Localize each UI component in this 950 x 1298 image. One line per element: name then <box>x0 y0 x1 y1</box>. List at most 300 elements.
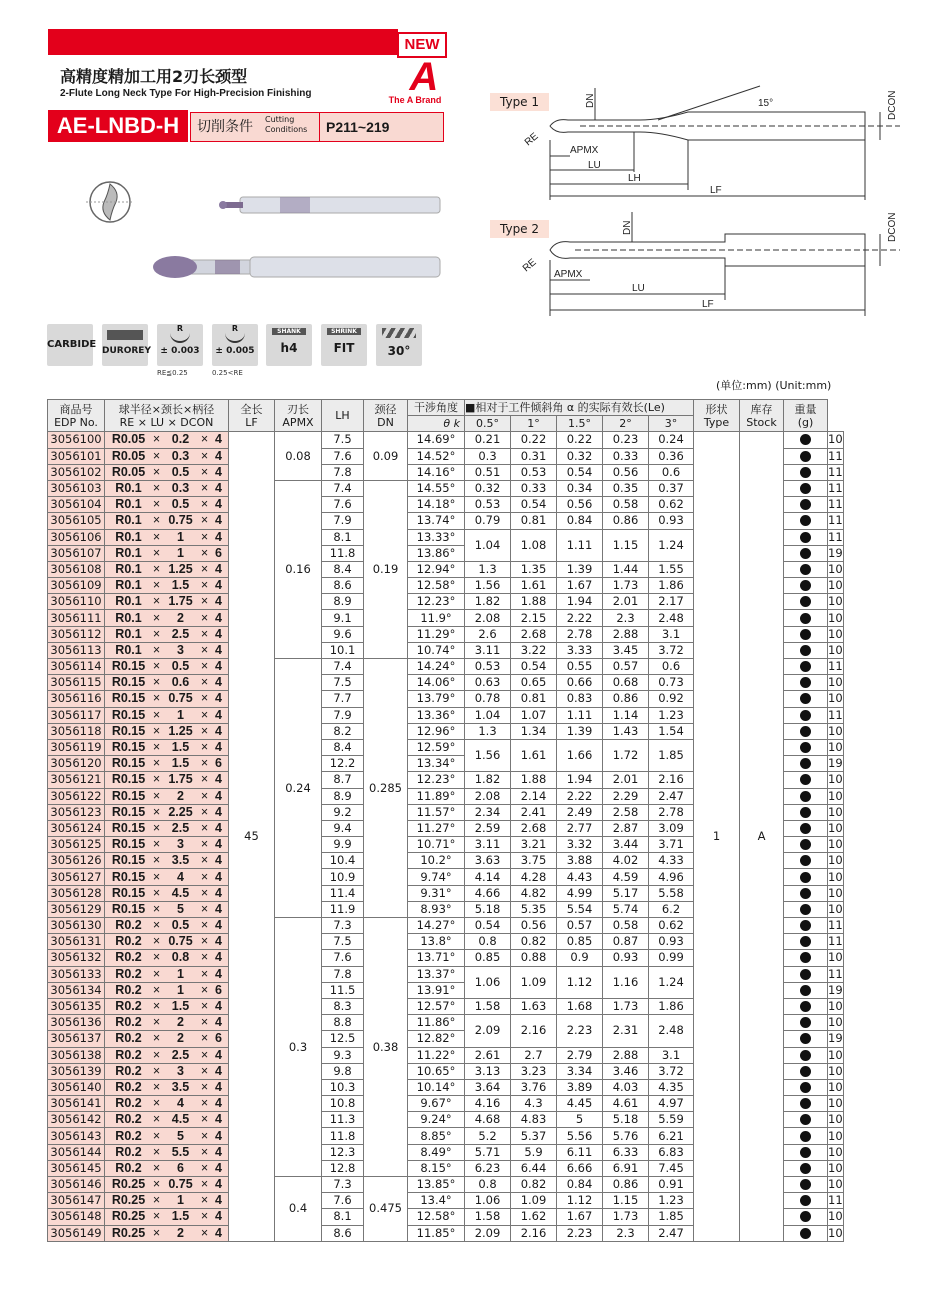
le-cell: 3.72 <box>649 1063 694 1079</box>
le-cell: 2.17 <box>649 594 694 610</box>
stock-dot-icon <box>800 451 811 462</box>
unit-note: (单位:mm) (Unit:mm) <box>716 379 832 392</box>
weight-cell: 10 <box>828 788 843 803</box>
times-sign: × <box>200 513 209 528</box>
type1-label: Type 1 <box>490 93 549 111</box>
times-sign: × <box>152 448 161 463</box>
size-dc: 4 <box>215 513 222 528</box>
le-cell: 2.08 <box>465 788 511 804</box>
size-dc: 4 <box>215 448 222 463</box>
stock-cell <box>784 934 828 950</box>
size-cell <box>105 1225 229 1241</box>
le-cell: 1.23 <box>649 707 694 723</box>
size-lu: 1.75 <box>168 594 193 609</box>
le-cell: 3.44 <box>603 837 649 853</box>
lh-cell: 11.4 <box>322 885 364 901</box>
size-re: R0.2 <box>115 1112 142 1127</box>
lh-cell: 8.9 <box>322 788 364 804</box>
le-cell: 4.45 <box>557 1096 603 1112</box>
size-lu: 0.6 <box>171 675 190 690</box>
times-sign: × <box>152 481 161 496</box>
le-cell: 0.68 <box>603 675 649 691</box>
theta-cell: 9.31° <box>408 885 465 901</box>
size-re: R0.1 <box>115 578 142 593</box>
stock-dot-icon <box>800 1017 811 1028</box>
times-sign: × <box>152 513 161 528</box>
weight-cell: 11 <box>828 659 843 674</box>
dimension-diagrams <box>520 80 920 320</box>
edp-cell: 3056132 <box>48 950 105 966</box>
stock-cell <box>784 950 828 966</box>
le-cell: 0.58 <box>603 497 649 513</box>
stock-dot-icon <box>800 532 811 543</box>
le-cell: 4.83 <box>511 1112 557 1128</box>
le-cell: 0.79 <box>465 513 511 529</box>
theta-cell: 12.58° <box>408 578 465 594</box>
lh-cell: 8.3 <box>322 998 364 1014</box>
size-dc: 4 <box>215 1079 222 1094</box>
le-cell: 6.2 <box>649 901 694 917</box>
times-sign: × <box>152 707 161 722</box>
theta-cell: 11.85° <box>408 1225 465 1241</box>
size-dc: 4 <box>215 950 222 965</box>
dn-label-1: DN <box>585 93 596 108</box>
col-lh: LH <box>322 400 364 432</box>
size-cell <box>105 1193 229 1209</box>
edp-cell: 3056119 <box>48 739 105 755</box>
size-re: R0.05 <box>111 432 146 447</box>
new-badge: NEW <box>397 32 447 58</box>
theta-cell: 14.24° <box>408 659 465 675</box>
stock-cell <box>784 853 828 869</box>
size-dc: 4 <box>215 1112 222 1127</box>
stock-cell <box>784 837 828 853</box>
size-re: R0.15 <box>111 707 146 722</box>
times-sign: × <box>152 901 161 916</box>
le-cell: 0.32 <box>557 448 603 464</box>
theta-cell: 14.06° <box>408 675 465 691</box>
size-lu: 0.75 <box>168 513 193 528</box>
cond-cn: 切削条件 <box>197 119 253 135</box>
weight-cell: 10 <box>828 772 843 787</box>
edp-cell: 3056118 <box>48 723 105 739</box>
lh-cell: 9.3 <box>322 1047 364 1063</box>
size-dc: 4 <box>215 772 222 787</box>
le-cell: 6.23 <box>465 1160 511 1176</box>
lh-cell: 12.3 <box>322 1144 364 1160</box>
le-cell: 2.23 <box>557 1015 603 1047</box>
times-sign: × <box>200 723 209 738</box>
weight-cell: 10 <box>828 885 843 900</box>
edp-cell: 3056113 <box>48 642 105 658</box>
edp-cell: 3056100 <box>48 432 105 448</box>
size-lu: 1.5 <box>171 578 190 593</box>
le-cell: 2.41 <box>511 804 557 820</box>
stock-cell <box>784 918 828 934</box>
le-cell: 2.29 <box>603 788 649 804</box>
size-cell <box>105 837 229 853</box>
size-re: R0.15 <box>111 820 146 835</box>
edp-cell: 3056114 <box>48 659 105 675</box>
theta-cell: 12.58° <box>408 1209 465 1225</box>
size-dc: 6 <box>215 982 222 997</box>
size-dc: 4 <box>215 723 222 738</box>
le-cell: 2.15 <box>511 610 557 626</box>
size-lu: 2 <box>177 1225 184 1240</box>
theta-cell: 14.55° <box>408 480 465 496</box>
edp-cell: 3056135 <box>48 998 105 1014</box>
le-cell: 2.16 <box>511 1225 557 1241</box>
le-cell: 0.6 <box>649 659 694 675</box>
lh-cell: 7.8 <box>322 966 364 982</box>
stock-cell <box>784 998 828 1014</box>
size-dc: 4 <box>215 529 222 544</box>
times-sign: × <box>200 675 209 690</box>
stock-dot-icon <box>800 677 811 688</box>
edp-cell: 3056103 <box>48 480 105 496</box>
stock-cell <box>784 1128 828 1144</box>
theta-cell: 9.24° <box>408 1112 465 1128</box>
weight-cell: 10 <box>828 1015 843 1030</box>
stock-cell <box>784 1144 828 1160</box>
le-cell: 0.63 <box>465 675 511 691</box>
size-re: R0.15 <box>111 659 146 674</box>
stock-cell <box>784 561 828 577</box>
size-re: R0.1 <box>115 529 142 544</box>
size-re: R0.1 <box>115 497 142 512</box>
le-cell: 0.99 <box>649 950 694 966</box>
le-cell: 5.18 <box>465 901 511 917</box>
size-lu: 1.5 <box>171 1209 190 1224</box>
size-lu: 6 <box>177 1160 184 1175</box>
weight-cell: 11 <box>828 497 843 512</box>
edp-cell: 3056144 <box>48 1144 105 1160</box>
stock-cell <box>784 1193 828 1209</box>
stock-cell <box>784 982 828 998</box>
times-sign: × <box>200 837 209 852</box>
edp-cell: 3056126 <box>48 853 105 869</box>
le-cell: 6.83 <box>649 1144 694 1160</box>
times-sign: × <box>152 1225 161 1240</box>
weight-cell: 10 <box>828 869 843 884</box>
times-sign: × <box>152 642 161 657</box>
le-cell: 3.1 <box>649 1047 694 1063</box>
le-cell: 2.78 <box>557 626 603 642</box>
theta-cell: 12.57° <box>408 998 465 1014</box>
weight-cell: 10 <box>828 853 843 868</box>
weight-cell: 10 <box>828 1209 843 1224</box>
col-stock: 库存 Stock <box>740 400 784 432</box>
times-sign: × <box>200 1177 209 1192</box>
le-cell: 3.11 <box>465 837 511 853</box>
le-cell: 0.82 <box>511 1177 557 1193</box>
times-sign: × <box>152 594 161 609</box>
tolerance-005-badge: R ± 0.005 <box>212 324 258 366</box>
size-re: R0.2 <box>115 950 142 965</box>
times-sign: × <box>200 707 209 722</box>
stock-cell <box>784 723 828 739</box>
stock-dot-icon <box>800 758 811 769</box>
theta-cell: 11.89° <box>408 788 465 804</box>
le-cell: 1.11 <box>557 707 603 723</box>
weight-cell: 19 <box>828 756 843 771</box>
theta-cell: 14.52° <box>408 448 465 464</box>
size-re: R0.2 <box>115 1160 142 1175</box>
size-dc: 4 <box>215 1160 222 1175</box>
lh-cell: 8.9 <box>322 594 364 610</box>
size-dc: 4 <box>215 432 222 447</box>
col-theta-cn: 干涉角度 <box>408 400 465 416</box>
times-sign: × <box>200 1209 209 1224</box>
times-sign: × <box>200 497 209 512</box>
size-cell <box>105 626 229 642</box>
times-sign: × <box>200 1047 209 1062</box>
size-lu: 3 <box>177 1063 184 1078</box>
col-le-1: 1° <box>511 416 557 432</box>
edp-cell: 3056112 <box>48 626 105 642</box>
times-sign: × <box>200 885 209 900</box>
le-cell: 5.59 <box>649 1112 694 1128</box>
le-cell: 0.24 <box>649 432 694 448</box>
le-cell: 3.13 <box>465 1063 511 1079</box>
times-sign: × <box>200 982 209 997</box>
le-cell: 0.84 <box>557 1177 603 1193</box>
size-lu: 1 <box>177 982 184 997</box>
le-cell: 2.23 <box>557 1225 603 1241</box>
stock-cell <box>784 480 828 496</box>
times-sign: × <box>200 853 209 868</box>
le-cell: 1.23 <box>649 1193 694 1209</box>
size-dc: 4 <box>215 464 222 479</box>
le-cell: 0.33 <box>603 448 649 464</box>
theta-cell: 14.18° <box>408 497 465 513</box>
size-cell <box>105 869 229 885</box>
size-re: R0.15 <box>111 756 146 771</box>
le-cell: 0.53 <box>465 497 511 513</box>
times-sign: × <box>200 448 209 463</box>
le-cell: 0.83 <box>557 691 603 707</box>
size-cell <box>105 950 229 966</box>
le-cell: 1.12 <box>557 966 603 998</box>
le-cell: 4.61 <box>603 1096 649 1112</box>
lh-cell: 9.8 <box>322 1063 364 1079</box>
stock-dot-icon <box>800 969 811 980</box>
le-cell: 5.56 <box>557 1128 603 1144</box>
size-cell <box>105 1047 229 1063</box>
theta-cell: 13.37° <box>408 966 465 982</box>
stock-dot-icon <box>800 596 811 607</box>
edp-cell: 3056136 <box>48 1015 105 1031</box>
size-cell <box>105 561 229 577</box>
le-cell: 1.04 <box>465 707 511 723</box>
le-cell: 1.58 <box>465 1209 511 1225</box>
size-re: R0.2 <box>115 1079 142 1094</box>
size-lu: 4 <box>177 869 184 884</box>
weight-cell: 10 <box>828 626 843 641</box>
le-cell: 2.68 <box>511 626 557 642</box>
le-cell: 2.08 <box>465 610 511 626</box>
le-cell: 0.62 <box>649 918 694 934</box>
stock-dot-icon <box>800 936 811 947</box>
size-re: R0.2 <box>115 934 142 949</box>
le-cell: 3.71 <box>649 837 694 853</box>
size-re: R0.2 <box>115 1096 142 1111</box>
size-cell <box>105 934 229 950</box>
le-cell: 0.33 <box>511 480 557 496</box>
lh-cell: 9.9 <box>322 837 364 853</box>
times-sign: × <box>152 578 161 593</box>
le-cell: 2.01 <box>603 772 649 788</box>
le-cell: 5.74 <box>603 901 649 917</box>
le-cell: 4.3 <box>511 1096 557 1112</box>
stock-dot-icon <box>800 904 811 915</box>
le-cell: 2.16 <box>511 1015 557 1047</box>
size-lu: 0.2 <box>171 432 190 447</box>
le-cell: 2.3 <box>603 1225 649 1241</box>
le-cell: 1.55 <box>649 561 694 577</box>
weight-cell: 11 <box>828 529 843 544</box>
edp-cell: 3056107 <box>48 545 105 561</box>
size-cell <box>105 1160 229 1176</box>
stock-dot-icon <box>800 1066 811 1077</box>
tolerance-003-note: RE≦0.25 <box>157 369 188 377</box>
edp-cell: 3056117 <box>48 707 105 723</box>
le-cell: 1.86 <box>649 578 694 594</box>
stock-dot-icon <box>800 548 811 559</box>
size-lu: 3 <box>177 837 184 852</box>
size-cell <box>105 691 229 707</box>
times-sign: × <box>200 804 209 819</box>
lh-cell: 7.9 <box>322 707 364 723</box>
stock-cell <box>784 594 828 610</box>
weight-cell: 10 <box>828 1177 843 1192</box>
tool-photo-small <box>219 197 440 213</box>
weight-cell: 19 <box>828 545 843 560</box>
edp-cell: 3056147 <box>48 1193 105 1209</box>
edp-cell: 3056134 <box>48 982 105 998</box>
le-cell: 0.84 <box>557 513 603 529</box>
edp-cell: 3056127 <box>48 869 105 885</box>
le-cell: 1.73 <box>603 1209 649 1225</box>
size-dc: 4 <box>215 788 222 803</box>
size-dc: 4 <box>215 804 222 819</box>
edp-cell: 3056110 <box>48 594 105 610</box>
le-cell: 5.76 <box>603 1128 649 1144</box>
size-re: R0.1 <box>115 594 142 609</box>
le-cell: 0.81 <box>511 513 557 529</box>
le-cell: 0.8 <box>465 1177 511 1193</box>
size-dc: 4 <box>215 659 222 674</box>
stock-dot-icon <box>800 855 811 866</box>
edp-cell: 3056121 <box>48 772 105 788</box>
le-cell: 3.89 <box>557 1079 603 1095</box>
size-lu: 1 <box>177 545 184 560</box>
size-cell <box>105 448 229 464</box>
theta-cell: 13.71° <box>408 950 465 966</box>
size-dc: 4 <box>215 1177 222 1192</box>
size-dc: 4 <box>215 642 222 657</box>
size-lu: 2 <box>177 788 184 803</box>
size-re: R0.15 <box>111 691 146 706</box>
le-cell: 0.78 <box>465 691 511 707</box>
size-lu: 0.3 <box>171 448 190 463</box>
weight-cell: 10 <box>828 675 843 690</box>
le-cell: 2.31 <box>603 1015 649 1047</box>
cutting-conditions-link[interactable] <box>190 112 444 142</box>
re-label-1: RE <box>522 130 541 149</box>
durorey-badge: DUROREY <box>102 324 148 366</box>
le-cell: 2.77 <box>557 820 603 836</box>
theta-cell: 13.86° <box>408 545 465 561</box>
times-sign: × <box>200 901 209 916</box>
size-lu: 1.75 <box>168 772 193 787</box>
tolerance-003-badge: R ± 0.003 <box>157 324 203 366</box>
edp-cell: 3056116 <box>48 691 105 707</box>
times-sign: × <box>152 837 161 852</box>
size-re: R0.1 <box>115 481 142 496</box>
size-re: R0.2 <box>115 999 142 1014</box>
times-sign: × <box>200 594 209 609</box>
le-cell: 2.7 <box>511 1047 557 1063</box>
theta-cell: 11.86° <box>408 1015 465 1031</box>
le-cell: 2.58 <box>603 804 649 820</box>
le-cell: 4.43 <box>557 869 603 885</box>
size-cell <box>105 853 229 869</box>
le-cell: 1.06 <box>465 966 511 998</box>
weight-cell: 10 <box>828 1063 843 1078</box>
le-cell: 6.44 <box>511 1160 557 1176</box>
lu-label-2: LU <box>632 283 645 294</box>
le-cell: 1.61 <box>511 578 557 594</box>
theta-cell: 11.57° <box>408 804 465 820</box>
stock-cell <box>784 610 828 626</box>
col-size: 球半径×颈长×柄径 RE × LU × DCON <box>105 400 229 432</box>
dcon-label-1: DCON <box>887 90 898 120</box>
lh-cell: 11.3 <box>322 1112 364 1128</box>
col-le-title: ■相对于工件倾斜角 α 的实际有效长(Le) <box>465 400 694 416</box>
lh-cell: 10.9 <box>322 869 364 885</box>
stock-grade-cell: A <box>740 432 784 1241</box>
size-dc: 6 <box>215 756 222 771</box>
le-cell: 3.88 <box>557 853 603 869</box>
le-cell: 4.16 <box>465 1096 511 1112</box>
times-sign: × <box>200 578 209 593</box>
stock-dot-icon <box>800 1098 811 1109</box>
stock-dot-icon <box>800 564 811 575</box>
size-cell <box>105 464 229 480</box>
size-re: R0.15 <box>111 837 146 852</box>
size-cell <box>105 659 229 675</box>
stock-cell <box>784 1209 828 1225</box>
times-sign: × <box>200 820 209 835</box>
theta-cell: 13.33° <box>408 529 465 545</box>
weight-cell: 10 <box>828 740 843 755</box>
size-dc: 4 <box>215 594 222 609</box>
size-lu: 0.75 <box>168 1177 193 1192</box>
le-cell: 2.22 <box>557 610 603 626</box>
size-re: R0.15 <box>111 804 146 819</box>
model-name: AE-LNBD-H <box>48 110 188 142</box>
le-cell: 1.09 <box>511 1193 557 1209</box>
theta-cell: 11.29° <box>408 626 465 642</box>
le-cell: 2.87 <box>603 820 649 836</box>
size-lu: 0.5 <box>171 918 190 933</box>
theta-cell: 12.96° <box>408 723 465 739</box>
stock-dot-icon <box>800 1131 811 1142</box>
stock-cell <box>784 820 828 836</box>
stock-cell <box>784 675 828 691</box>
size-lu: 5 <box>177 1128 184 1143</box>
